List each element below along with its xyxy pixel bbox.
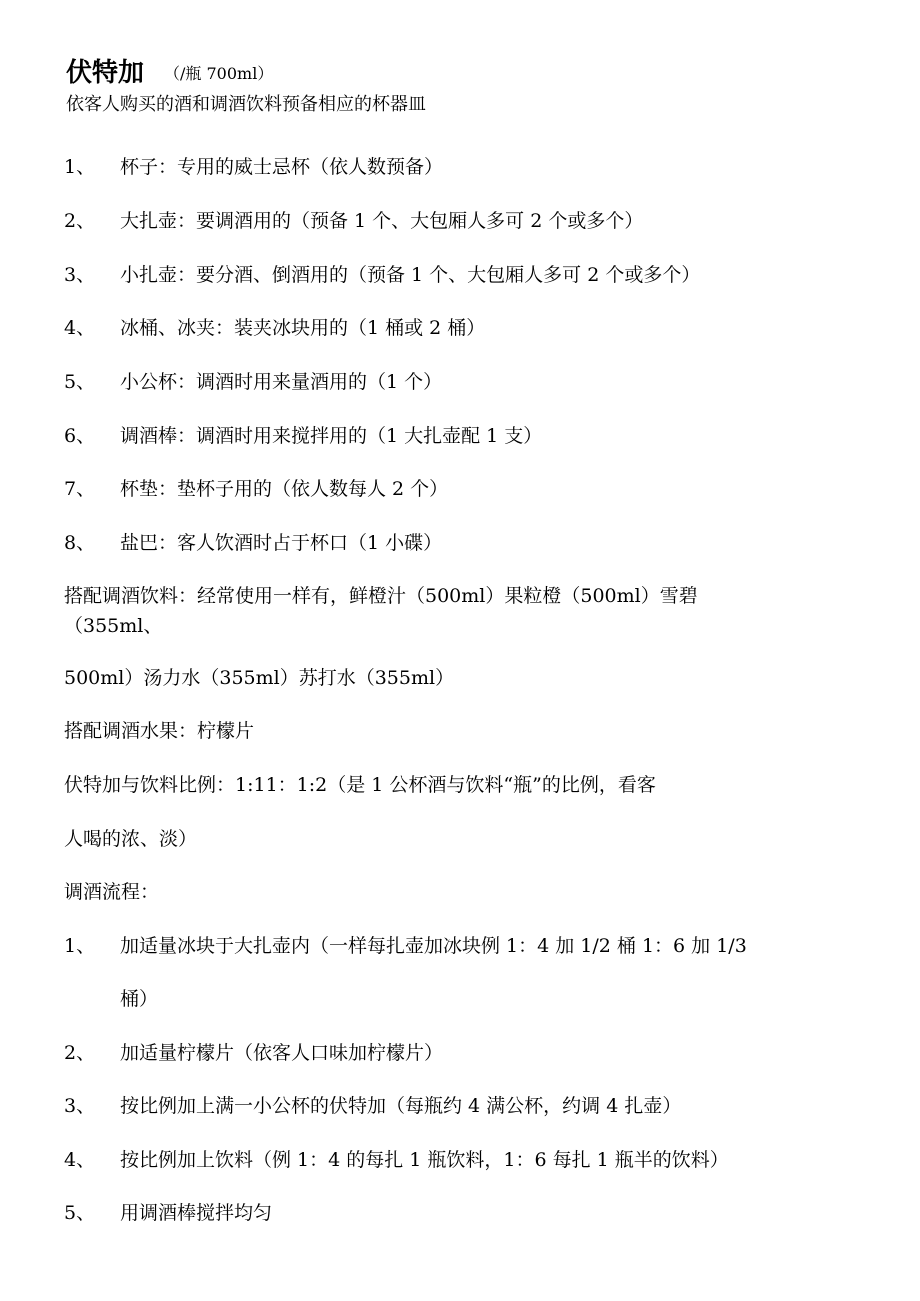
step-item: 按比例加上满一小公杯的伏特加（每瓶约 4 满公杯，约调 4 扎壶） <box>120 1095 682 1117</box>
tool-item: 杯子：专用的威士忌杯（依人数预备） <box>120 156 444 178</box>
tool-number: 3、 <box>64 264 96 286</box>
drinks-line: 500ml）汤力水（355ml）苏打水（355ml） <box>64 667 455 689</box>
tool-item: 调酒棒：调酒时用来搅拌用的（1 大扎壶配 1 支） <box>120 425 543 447</box>
fruit-line: 搭配调酒水果：柠檬片 <box>64 720 255 742</box>
step-number: 3、 <box>64 1095 96 1117</box>
step-number: 4、 <box>64 1149 96 1171</box>
tool-item: 盐巴：客人饮酒时占于杯口（1 小碟） <box>120 532 443 554</box>
tool-number: 8、 <box>64 532 96 554</box>
tool-number: 1、 <box>64 156 96 178</box>
step-number: 1、 <box>64 935 96 957</box>
process-heading: 调酒流程： <box>64 881 160 903</box>
drinks-line: （355ml、 <box>64 615 163 637</box>
intro-text: 依客人购买的酒和调酒饮料预备相应的杯器皿 <box>66 94 426 115</box>
step-number: 2、 <box>64 1042 96 1064</box>
step-item: 按比例加上饮料（例 1：4 的每扎 1 瓶饮料，1：6 每扎 1 瓶半的饮料） <box>120 1149 729 1171</box>
tool-item: 小扎壶：要分酒、倒酒用的（预备 1 个、大包厢人多可 2 个或多个） <box>120 264 701 286</box>
ratio-line: 人喝的浓、淡） <box>64 828 198 850</box>
drinks-line: 搭配调酒饮料：经常使用一样有，鲜橙汁（500ml）果粒橙（500ml）雪碧 <box>64 585 698 607</box>
step-item: 用调酒棒搅拌均匀 <box>120 1202 273 1224</box>
tool-item: 杯垫：垫杯子用的（依人数每人 2 个） <box>120 478 449 500</box>
tool-number: 4、 <box>64 317 96 339</box>
tool-number: 6、 <box>64 425 96 447</box>
title-line <box>66 52 273 89</box>
ratio-line: 伏特加与饮料比例：1:11：1:2（是 1 公杯酒与饮料“瓶”的比例，看客 <box>64 774 656 796</box>
step-item: 加适量冰块于大扎壶内（一样每扎壶加冰块例 1：4 加 1/2 桶 1：6 加 1/3 <box>120 935 747 957</box>
step-item: 加适量柠檬片（依客人口味加柠檬片） <box>120 1042 444 1064</box>
step-continuation: 桶） <box>120 988 159 1010</box>
step-number: 5、 <box>64 1202 96 1224</box>
tool-item: 冰桶、冰夹：装夹冰块用的（1 桶或 2 桶） <box>120 317 486 339</box>
tool-item: 大扎壶：要调酒用的（预备 1 个、大包厢人多可 2 个或多个） <box>120 210 644 232</box>
tool-item: 小公杯：调酒时用来量酒用的（1 个） <box>120 371 443 393</box>
tool-number: 7、 <box>64 478 96 500</box>
tool-number: 2、 <box>64 210 96 232</box>
bottle-size: （/瓶 700ml） <box>164 64 274 83</box>
tool-number: 5、 <box>64 371 96 393</box>
page-title: 伏特加 <box>66 58 145 88</box>
